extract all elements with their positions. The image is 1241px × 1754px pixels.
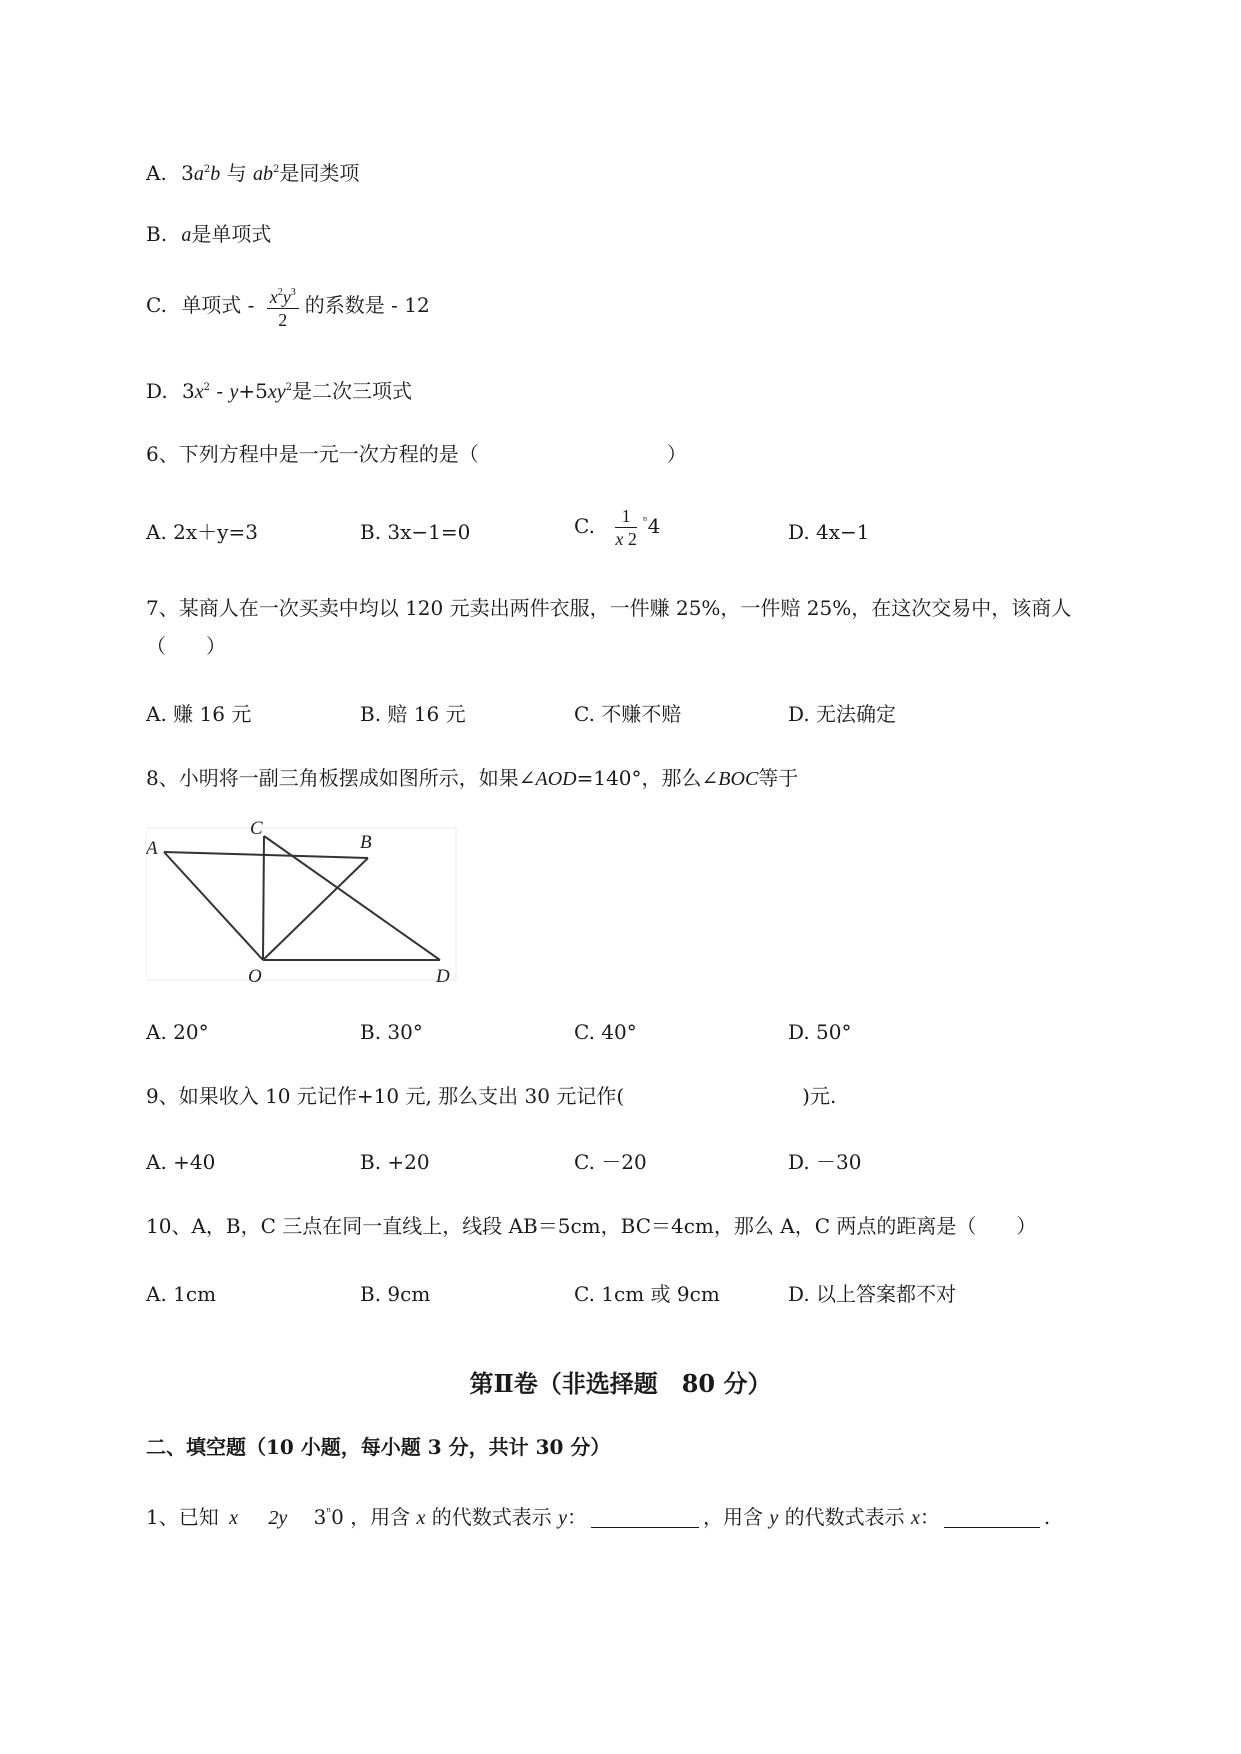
q8-option-d: D. 50° (788, 1020, 852, 1044)
q10-option-c: C. 1cm 或 9cm (574, 1282, 720, 1306)
q8-option-a: A. 20° (146, 1020, 209, 1044)
question-7-paren: （ ） (146, 634, 226, 658)
q10-option-d: D. 以上答案都不对 (788, 1282, 957, 1306)
q5-option-d: D. $3x^2 - y+5xy^2$是二次三项式 (146, 379, 413, 403)
q9-option-a: A. +40 (146, 1150, 216, 1174)
label-d: D (436, 966, 450, 987)
q7-option-d: D. 无法确定 (788, 702, 897, 726)
question-9-stem: 9、如果收入 10 元记作+10 元, 那么支出 30 元记作( )元. (146, 1084, 837, 1108)
q7-option-c: C. 不赚不赔 (574, 702, 682, 726)
question-10-stem: 10、A，B，C 三点在同一直线上，线段 AB＝5cm，BC＝4cm，那么 A，C 两点的距离是（ ） (146, 1214, 1037, 1238)
label-b: B (360, 832, 372, 853)
label-o: O (248, 966, 262, 987)
q8-option-c: C. 40° (574, 1020, 637, 1044)
q6-option-d: D. 4x−1 (788, 520, 870, 544)
answer-blank-x[interactable] (944, 1507, 1040, 1528)
answer-blank-y[interactable] (591, 1507, 699, 1528)
q9-option-d: D. －30 (788, 1150, 862, 1174)
option-label: A. (146, 161, 167, 185)
triangle-figure (146, 818, 466, 988)
question-6-stem: 6、下列方程中是一元一次方程的是（ ） (146, 442, 687, 466)
label-a: A (146, 838, 158, 859)
q6-option-b: B. 3x−1=0 (360, 520, 471, 544)
fill-question-1: 1、已知 x 2y $3^{^n}0$ ，用含 x 的代数式表示 y： ，用含 y 的代数式表示 x： . (146, 1505, 1051, 1529)
q9-option-c: C. －20 (574, 1150, 647, 1174)
q7-option-a: A. 赚 16 元 (146, 702, 252, 726)
q10-option-a: A. 1cm (146, 1282, 217, 1306)
q9-option-b: B. +20 (360, 1150, 430, 1174)
q6-option-c: C. $\frac{1}{x 2}$ $^{^n}$4 (574, 506, 661, 549)
label-c: C (250, 818, 263, 839)
section-subheading: 二、填空题（10 小题，每小题 3 分，共计 30 分） (146, 1435, 611, 1459)
q5-option-b: B. a是单项式 (146, 222, 272, 246)
section-heading: 第Ⅱ卷（非选择题 80 分） (469, 1369, 772, 1398)
fraction: $\frac{x^2y^3}{2}$ (267, 282, 299, 331)
q8-option-b: B. 30° (360, 1020, 423, 1044)
q5-option-c: C. 单项式 - $\frac{x^2y^3}{2}$ 的系数是 - 12 (146, 282, 430, 331)
question-8-stem: 8、小明将一副三角板摆成如图所示，如果∠AOD=140°，那么∠BOC等于 (146, 766, 799, 790)
q10-option-b: B. 9cm (360, 1282, 431, 1306)
line-co (263, 836, 264, 960)
q5-option-a: A. $3a^2b$ 与 $ab^2$是同类项 (146, 161, 360, 185)
q6-option-a: A. 2x＋y=3 (146, 520, 258, 544)
q7-option-b: B. 赔 16 元 (360, 702, 466, 726)
question-7-stem: 7、某商人在一次买卖中均以 120 元卖出两件衣服，一件赚 25%，一件赔 25%，在这次交易中，该商人 (146, 596, 1072, 620)
